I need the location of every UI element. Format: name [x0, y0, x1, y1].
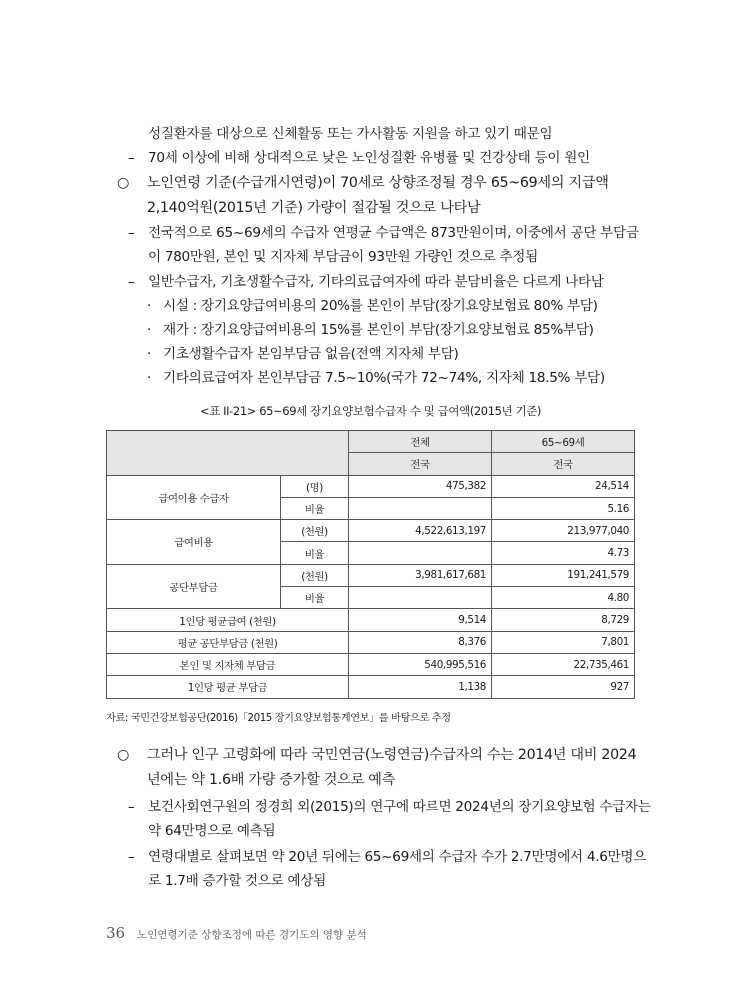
dot-item: · 시설 : 장기요양급여비용의 20%를 본인이 부담(장기요양보험료 80% 부담)	[147, 298, 598, 314]
row-unit: 비율	[281, 587, 349, 609]
footer-title: 노인연령기준 상향조정에 따른 경기도의 영향 분석	[137, 929, 367, 941]
table-row	[107, 520, 635, 542]
row-unit: (천원)	[281, 520, 349, 542]
dash-mark: –	[128, 849, 135, 865]
row-label: 평균 공단부담금 (천원)	[107, 631, 349, 653]
table-row	[107, 676, 635, 698]
text-line: 2,140억원(2015년 기준) 가량이 절감될 것으로 나타남	[147, 200, 481, 216]
dash-mark: –	[128, 274, 135, 290]
table-row	[107, 609, 635, 631]
dash-item: – 보건사회연구원의 정경희 외(2015)의 연구에 따르면 2024년의 장기요양보험 수급자는	[128, 799, 651, 815]
row-unit: (명)	[281, 475, 349, 497]
table-caption: <표 II-21> 65~69세 장기요양보험수급자 수 및 급여액(2015년 기준)	[199, 404, 542, 418]
circle-bullet-icon: ○	[117, 747, 130, 763]
subheader-age: 전국	[492, 453, 635, 475]
cell-age: 191,241,579	[492, 564, 635, 586]
dot-item: · 재가 : 장기요양급여비용의 15%를 본인이 부담(장기요양보험료 85%부담)	[147, 322, 594, 338]
cell-total	[349, 497, 492, 519]
table-row	[107, 653, 635, 675]
cell-total: 3,981,617,681	[349, 564, 492, 586]
row-unit: 비율	[281, 497, 349, 519]
dash-mark: –	[128, 225, 135, 241]
text-line: 이 780만원, 본인 및 지자체 부담금이 93만원 가량인 것으로 추정됨	[148, 249, 538, 265]
cell-total: 1,138	[349, 676, 492, 698]
table-source-note: 자료: 국민건강보험공단(2016)「2015 장기요양보험통계연보」를 바탕으로 추정	[106, 713, 451, 724]
dot-item: · 기타의료급여자 본인부담금 7.5~10%(국가 72~74%, 지자체 18.5% 부담)	[147, 370, 605, 386]
row-label: 급여이용 수급자	[107, 475, 281, 520]
header-blank-cell	[107, 431, 349, 476]
cell-total: 540,995,516	[349, 653, 492, 675]
row-label: 급여비용	[107, 520, 281, 565]
page-footer	[106, 924, 367, 942]
cell-age: 5.16	[492, 497, 635, 519]
cell-age: 22,735,461	[492, 653, 635, 675]
dot-mark: ·	[147, 370, 152, 386]
dash-item: – 일반수급자, 기초생활수급자, 기타의료급여자에 따라 분담비율은 다르게 나타남	[128, 274, 604, 290]
dash-item: – 연령대별로 살펴보면 약 20년 뒤에는 65~69세의 수급자 수가 2.7만명에서 4.6만명으	[128, 849, 647, 865]
text-line: 성질환자를 대상으로 신체활동 또는 가사활동 지원을 하고 있기 때문임	[148, 126, 553, 142]
cell-total: 475,382	[349, 475, 492, 497]
cell-age: 4.73	[492, 542, 635, 564]
cell-total	[349, 542, 492, 564]
header-age: 65~69세	[492, 431, 635, 453]
text-line: 약 64만명으로 예측됨	[148, 823, 276, 839]
cell-age: 7,801	[492, 631, 635, 653]
cell-total: 9,514	[349, 609, 492, 631]
dot-mark: ·	[147, 322, 152, 338]
row-label: 본인 및 지자체 부담금	[107, 653, 349, 675]
cell-total: 4,522,613,197	[349, 520, 492, 542]
table-header-row	[107, 431, 635, 453]
cell-age: 927	[492, 676, 635, 698]
dash-mark: –	[128, 150, 135, 166]
cell-total: 8,376	[349, 631, 492, 653]
cell-age: 213,977,040	[492, 520, 635, 542]
dash-mark: –	[128, 799, 135, 815]
table-row	[107, 631, 635, 653]
table-row	[107, 564, 635, 586]
row-label: 공단부담금	[107, 564, 281, 609]
dash-item: – 전국적으로 65~69세의 수급자 연평균 수급액은 873만원이며, 이중에서 공단 부담금	[128, 225, 639, 241]
cell-age: 8,729	[492, 609, 635, 631]
text-line: 년에는 약 1.6배 가량 증가할 것으로 예측	[147, 772, 395, 788]
data-table	[106, 430, 635, 699]
cell-total	[349, 587, 492, 609]
header-total: 전체	[349, 431, 492, 453]
dot-mark: ·	[147, 298, 152, 314]
page-number: 36	[106, 924, 126, 942]
text-line: 로 1.7배 증가할 것으로 예상됨	[148, 873, 326, 889]
circle-bullet-item: ○ 그러나 인구 고령화에 따라 국민연금(노령연금)수급자의 수는 2014년 대비 2024	[117, 747, 637, 763]
dot-mark: ·	[147, 346, 152, 362]
cell-age: 24,514	[492, 475, 635, 497]
circle-bullet-icon: ○	[117, 175, 130, 191]
row-unit: 비율	[281, 542, 349, 564]
row-label: 1인당 평균 부담금	[107, 676, 349, 698]
cell-age: 4.80	[492, 587, 635, 609]
row-unit: (천원)	[281, 564, 349, 586]
circle-bullet-item: ○ 노인연령 기준(수급개시연령)이 70세로 상향조정될 경우 65~69세의 지급액	[117, 175, 609, 191]
subheader-total: 전국	[349, 453, 492, 475]
row-label: 1인당 평균급여 (천원)	[107, 609, 349, 631]
dash-item: – 70세 이상에 비해 상대적으로 낮은 노인성질환 유병률 및 건강상태 등이 원인	[128, 150, 590, 166]
table-row	[107, 475, 635, 497]
dot-item: · 기초생활수급자 본임부담금 없음(전액 지자체 부담)	[147, 346, 459, 362]
